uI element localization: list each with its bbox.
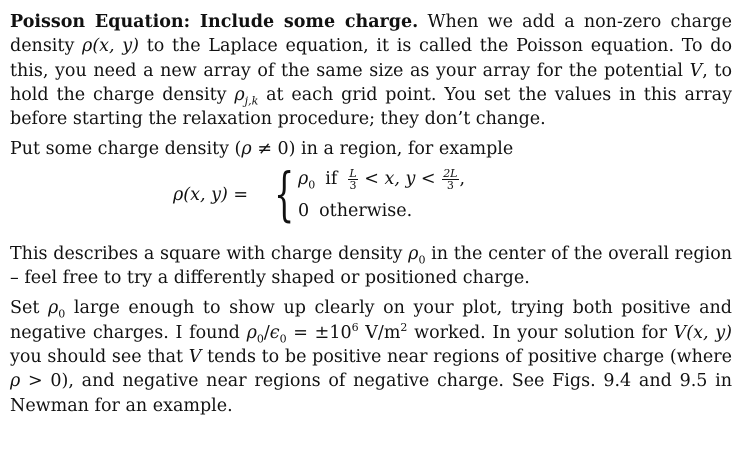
math-V: V xyxy=(689,60,703,81)
equation-zero: 0 xyxy=(298,200,310,221)
math-neq-zero: ≠ 0 xyxy=(251,139,289,160)
equation-comma: , xyxy=(459,168,466,189)
math-rho: ρ xyxy=(10,371,21,392)
display-equation xyxy=(10,159,732,232)
math-rho: ρ xyxy=(298,168,309,189)
text-run: worked. In your solution for xyxy=(407,322,674,343)
equation-inequality: < x, y < xyxy=(364,168,436,189)
fraction-L-over-3 xyxy=(348,168,357,191)
math-subscript: 0 xyxy=(308,178,316,192)
fraction-denominator: 3 xyxy=(349,178,357,192)
math-V: V xyxy=(188,346,202,367)
paragraph-rho-setup xyxy=(10,296,732,417)
math-slash: / xyxy=(263,322,270,343)
paragraph-square-description xyxy=(10,242,732,291)
math-rho-xy: ρ(x, y) xyxy=(82,36,139,57)
text-run: ) in a region, for example xyxy=(288,139,514,160)
equation-if: if xyxy=(325,168,338,189)
math-rho: ρ xyxy=(47,298,59,319)
fraction-denominator: 3 xyxy=(446,178,454,192)
text-run: you should see that xyxy=(10,346,189,367)
paragraph-poisson-intro xyxy=(10,10,732,131)
text-run: > 0), and negative near regions of negative charge. See Figs. 9.4 and 9.5 in Newman for an example. xyxy=(10,371,732,416)
text-run: Set xyxy=(10,298,48,319)
math-epsilon: ϵ xyxy=(269,322,280,343)
text-run: This describes a square with charge density xyxy=(10,243,409,264)
paragraph-charge-region xyxy=(10,137,732,161)
math-subscript-jk: j,k xyxy=(244,94,259,108)
math-rho: ρ xyxy=(241,139,252,160)
text-run: Put some charge density ( xyxy=(10,139,242,160)
math-subscript: 0 xyxy=(279,332,287,346)
section-title: Poisson Equation: Include some charge. xyxy=(10,12,419,32)
text-run: large enough to show up clearly on your plot, trying both positive and negative charges. I found xyxy=(10,298,732,343)
math-V-xy: V(x, y) xyxy=(673,322,732,343)
text-run: = ±10 xyxy=(286,322,352,343)
text-run: at each grid point. You set the values in this array before starting the relaxation procedure; they don’t change. xyxy=(10,84,732,130)
math-subscript: 0 xyxy=(58,307,66,321)
math-rho: ρ xyxy=(246,322,257,343)
text-run: V/m xyxy=(358,322,401,343)
text-run: in the center of the overall region – feel free to try a differently shaped or positioned charge. xyxy=(10,243,733,289)
equation-case-2 xyxy=(298,201,412,221)
fraction-numerator: 2L xyxy=(443,166,458,180)
math-superscript: 2 xyxy=(400,320,408,334)
equation-case-1 xyxy=(298,168,465,191)
text-run: tends to be positive near regions of positive charge (where xyxy=(201,346,733,367)
text-run: , to hold the charge density xyxy=(10,60,732,105)
equation-otherwise: otherwise. xyxy=(319,200,413,221)
fraction-numerator: L xyxy=(349,166,357,180)
fraction-2L-over-3 xyxy=(442,168,458,191)
math-superscript: 6 xyxy=(351,320,359,334)
text-run: to the Laplace equation, it is called the Poisson equation. To do this, you need a new array of the same size as your array for the potential xyxy=(10,36,733,81)
text-run: When we add a non-zero charge density xyxy=(10,12,732,57)
math-rho: ρ xyxy=(408,243,419,264)
math-subscript: 0 xyxy=(256,332,264,346)
equation-lhs: ρ(x, y) = xyxy=(173,184,249,205)
equation-brace: { xyxy=(274,159,295,228)
math-rho: ρ xyxy=(234,84,245,105)
math-subscript: 0 xyxy=(418,253,426,267)
